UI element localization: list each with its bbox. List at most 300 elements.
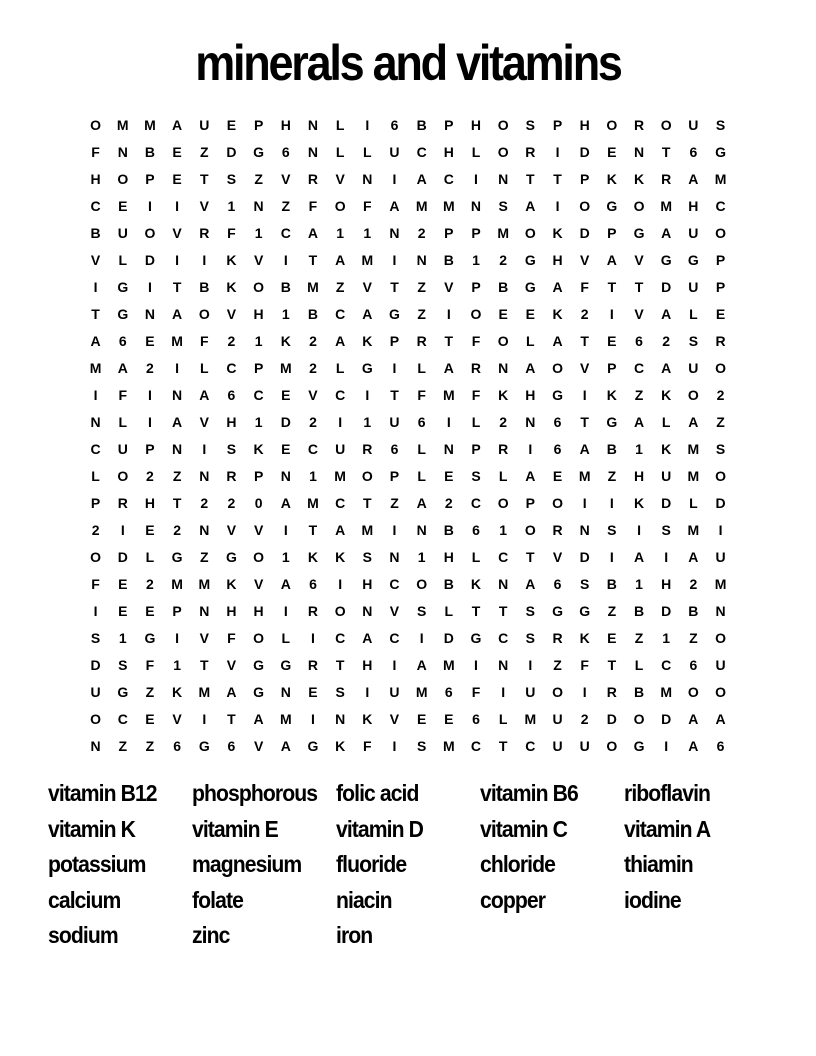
grid-row [82,706,734,733]
grid-letter: L [471,414,481,430]
grid-letter: 0 [254,495,263,511]
grid-letter: V [335,171,345,187]
word-list [48,776,768,954]
grid-letter: A [552,279,563,295]
grid-letter: H [362,576,373,592]
grid-letter: O [524,225,536,241]
grid-letter: N [579,522,590,538]
grid-letter: V [226,306,237,322]
grid-letter: B [498,279,509,295]
grid-letter: 1 [662,630,671,646]
grid-letter: K [633,495,645,511]
grid-letter: U [525,684,536,700]
grid-letter: F [580,279,589,295]
grid-letter: M [442,657,455,673]
grid-letter: G [198,738,210,754]
grid-letter: U [552,738,563,754]
grid-letter: P [607,225,617,241]
grid-letter: S [525,630,535,646]
grid-letter: A [280,738,291,754]
grid-letter: U [688,117,699,133]
word-list-item: thiamin [624,851,693,877]
grid-letter: N [144,306,155,322]
grid-letter: A [389,198,400,214]
grid-letter: V [253,252,264,268]
grid-letter: K [470,576,482,592]
grid-letter: T [634,279,644,295]
grid-letter: A [579,441,590,457]
grid-letter: 6 [390,441,399,457]
grid-letter: M [279,711,292,727]
grid-letter: 6 [444,684,453,700]
grid-letter: D [144,252,155,268]
grid-letter: I [93,279,98,295]
grid-letter: V [226,522,237,538]
grid-letter: C [307,441,319,457]
grid-letter: B [416,117,427,133]
grid-letter: C [661,657,672,673]
grid-letter: I [147,198,152,214]
grid-letter: D [226,144,237,160]
grid-letter: A [633,414,645,430]
grid-letter: Z [417,306,426,322]
grid-letter: G [171,549,183,565]
grid-letter: 2 [499,414,508,430]
grid-letter: M [198,576,211,592]
grid-row [82,301,734,328]
grid-letter: L [335,360,345,376]
grid-letter: B [90,225,101,241]
grid-letter: L [661,414,671,430]
grid-letter: P [253,468,264,484]
grid-letter: Z [634,387,644,403]
grid-letter: H [226,603,237,619]
grid-letter: G [389,306,400,322]
grid-letter: P [552,117,563,133]
grid-letter: F [417,387,426,403]
grid-letter: A [362,306,373,322]
grid-letter: F [471,387,481,403]
grid-letter: P [253,117,264,133]
grid-letter: A [172,306,183,322]
grid-letter: G [117,306,129,322]
grid-letter: I [555,144,560,160]
grid-row [82,571,734,598]
grid-letter: K [552,225,563,241]
grid-letter: N [307,117,319,133]
grid-letter: A [688,171,699,187]
grid-letter: R [307,603,319,619]
grid-letter: L [417,441,426,457]
grid-letter: N [470,198,482,214]
grid-letter: 6 [417,414,426,430]
grid-letter: N [389,225,400,241]
grid-letter: R [606,684,617,700]
grid-letter: G [253,144,265,160]
grid-letter: Z [199,549,209,565]
grid-letter: G [117,684,129,700]
grid-letter: K [335,549,346,565]
grid-letter: M [415,684,428,700]
grid-letter: E [118,198,128,214]
grid-letter: C [253,387,264,403]
grid-letter: O [253,279,265,295]
grid-letter: O [361,468,373,484]
grid-letter: M [361,522,374,538]
grid-letter: I [582,495,587,511]
grid-letter: S [525,603,535,619]
grid-letter: D [661,711,672,727]
grid-letter: E [607,630,617,646]
grid-letter: I [637,522,641,538]
grid-letter: 2 [146,468,154,484]
grid-letter: 2 [662,333,671,349]
grid-letter: A [688,549,699,565]
word-list-item: copper [480,886,546,913]
grid-letter: Z [254,171,263,187]
grid-letter: I [582,684,587,700]
grid-letter: N [199,603,210,619]
grid-letter: K [579,630,590,646]
grid-letter: A [688,414,699,430]
grid-letter: G [606,414,618,430]
grid-letter: T [661,144,671,160]
grid-letter: U [552,711,563,727]
grid-letter: I [446,306,451,322]
grid-letter: I [664,738,669,754]
grid-letter: P [525,495,535,511]
word-list-item: fluoride [336,851,407,877]
grid-letter: M [334,468,346,484]
grid-letter: T [172,279,182,295]
grid-letter: M [442,198,455,214]
grid-letter: Z [607,468,617,484]
grid-letter: K [498,387,509,403]
grid-letter: 2 [309,360,317,376]
grid-letter: H [253,603,264,619]
grid-letter: N [172,441,183,457]
grid-letter: 1 [472,252,480,268]
grid-letter: U [117,225,128,241]
grid-letter: M [279,360,292,376]
grid-letter: I [311,711,315,727]
grid-letter: M [307,495,319,511]
grid-letter: R [362,441,373,457]
grid-letter: T [308,522,318,538]
grid-letter: A [443,360,454,376]
grid-letter: V [199,198,209,214]
grid-letter: A [307,225,319,241]
word-list-item: vitamin E [192,815,278,842]
grid-letter: O [90,117,102,133]
grid-letter: P [471,225,481,241]
grid-letter: Z [335,279,345,295]
grid-letter: K [280,333,291,349]
grid-letter: L [634,657,644,673]
grid-letter: M [171,576,183,592]
grid-letter: N [443,441,454,457]
grid-letter: S [335,684,345,700]
grid-letter: F [145,657,155,673]
grid-letter: S [688,333,699,349]
grid-letter: 2 [173,522,181,538]
grid-letter: G [361,360,373,376]
grid-letter: T [390,279,399,295]
grid-letter: C [335,630,346,646]
grid-letter: C [498,630,509,646]
grid-letter: N [199,522,210,538]
word-list-item: folate [192,886,243,913]
grid-letter: O [334,198,346,214]
grid-letter: U [661,468,672,484]
grid-letter: L [417,468,426,484]
grid-letter: Z [689,630,698,646]
grid-letter: C [335,387,346,403]
grid-letter: I [338,576,343,592]
grid-letter: I [501,684,506,700]
grid-letter: G [687,252,699,268]
grid-letter: D [90,657,101,673]
grid-letter: G [633,738,645,754]
grid-letter: B [307,306,319,322]
grid-letter: G [470,630,482,646]
grid-letter: K [362,333,373,349]
grid-letter: S [715,441,726,457]
grid-letter: O [198,306,210,322]
grid-letter: C [416,144,427,160]
grid-letter: V [199,414,209,430]
grid-letter: E [552,468,563,484]
grid-letter: 6 [281,144,290,160]
grid-letter: 2 [91,522,100,538]
grid-letter: G [280,657,292,673]
grid-letter: P [145,441,155,457]
grid-letter: 6 [553,576,562,592]
grid-letter: M [714,171,727,187]
grid-letter: Z [634,630,644,646]
word-list-item: magnesium [192,851,302,877]
grid-letter: G [253,657,265,673]
grid-letter: B [443,252,454,268]
grid-letter: I [147,414,152,430]
grid-letter: V [580,360,590,376]
grid-letter: E [525,306,535,322]
grid-letter: B [443,522,454,538]
grid-letter: E [444,468,454,484]
grid-letter: 1 [254,225,263,241]
grid-letter: O [497,495,509,511]
grid-letter: O [552,684,563,700]
grid-letter: N [715,603,726,619]
grid-letter: G [117,279,129,295]
grid-letter: O [416,576,428,592]
grid-letter: K [606,387,617,403]
grid-letter: N [633,144,645,160]
grid-row [82,490,734,517]
grid-letter: B [199,279,210,295]
grid-letter: V [444,279,454,295]
word-list-item: vitamin D [336,815,423,842]
grid-row [82,274,734,301]
grid-letter: D [443,630,454,646]
grid-letter: L [417,360,426,376]
grid-letter: 2 [309,414,317,430]
grid-letter: F [227,630,236,646]
grid-letter: P [444,117,454,133]
grid-letter: 2 [444,495,453,511]
grid-letter: I [175,252,180,268]
grid-letter: E [498,306,508,322]
grid-letter: U [715,549,726,565]
grid-letter: P [145,171,155,187]
grid-letter: M [89,360,102,376]
grid-letter: 6 [553,414,562,430]
word-list-item: phosphorous [192,780,318,806]
grid-letter: N [90,738,101,754]
grid-letter: 2 [200,495,209,511]
grid-letter: L [199,360,209,376]
grid-letter: N [416,252,427,268]
grid-letter: G [144,630,156,646]
grid-letter: 6 [689,657,698,673]
grid-letter: I [175,630,180,646]
grid-letter: S [471,468,481,484]
grid-letter: O [715,360,726,376]
grid-letter: H [90,171,101,187]
grid-letter: M [307,279,319,295]
grid-letter: N [498,576,509,592]
grid-letter: 2 [146,360,154,376]
grid-letter: I [392,171,397,187]
grid-letter: T [526,549,535,565]
word-list-item: zinc [192,922,230,948]
grid-letter: 1 [363,414,372,430]
grid-letter: U [117,441,128,457]
grid-letter: O [117,171,129,187]
grid-letter: G [307,738,319,754]
grid-letter: V [281,171,291,187]
grid-letter: N [498,360,509,376]
grid-letter: O [552,495,563,511]
grid-letter: D [661,279,672,295]
grid-letter: T [607,279,617,295]
grid-letter: I [609,495,614,511]
grid-letter: I [338,414,343,430]
grid-letter: 6 [227,738,236,754]
grid-letter: K [661,441,672,457]
grid-letter: 6 [635,333,643,349]
grid-letter: 2 [227,333,236,349]
grid-letter: L [526,333,535,349]
grid-letter: 1 [363,225,372,241]
grid-letter: U [335,441,346,457]
grid-letter: A [525,576,536,592]
grid-letter: S [580,576,590,592]
grid-letter: L [335,117,345,133]
grid-letter: O [470,306,482,322]
grid-row [82,193,734,220]
grid-letter: I [93,603,98,619]
grid-letter: G [606,198,618,214]
grid-letter: H [443,549,454,565]
grid-letter: D [661,495,672,511]
grid-letter: N [362,171,373,187]
grid-letter: R [117,495,128,511]
grid-letter: M [415,198,428,214]
grid-letter: O [660,117,672,133]
grid-letter: C [90,441,101,457]
grid-letter: C [280,225,291,241]
word-list-item: vitamin C [480,815,567,842]
grid-letter: I [202,441,207,457]
word-list-item: calcium [48,886,121,913]
grid-letter: I [365,117,370,133]
grid-letter: 1 [227,198,236,214]
grid-letter: S [226,171,237,187]
grid-letter: A [525,468,536,484]
grid-letter: V [226,657,237,673]
grid-letter: A [117,360,128,376]
grid-letter: 2 [689,576,698,592]
grid-letter: U [199,117,210,133]
grid-letter: O [687,684,699,700]
grid-letter: O [715,225,726,241]
grid-letter: O [633,198,645,214]
grid-letter: G [253,684,265,700]
grid-letter: P [389,333,400,349]
grid-letter: T [308,252,318,268]
grid-row [82,382,734,409]
grid-letter: 2 [146,576,154,592]
grid-letter: V [253,738,264,754]
grid-letter: U [389,414,400,430]
grid-letter: N [416,522,427,538]
grid-letter: G [660,252,672,268]
grid-letter: H [552,252,563,268]
grid-letter: T [227,711,236,727]
grid-letter: O [497,144,509,160]
grid-letter: O [90,711,102,727]
grid-letter: 1 [499,522,508,538]
grid-letter: 6 [309,576,317,592]
grid-letter: A [715,711,726,727]
grid-letter: I [392,360,397,376]
grid-letter: R [307,171,319,187]
grid-letter: U [688,225,699,241]
grid-letter: N [117,144,128,160]
grid-letter: C [715,198,726,214]
grid-letter: M [578,468,591,484]
grid-letter: E [607,333,617,349]
grid-letter: C [498,549,509,565]
grid-letter: A [633,549,645,565]
grid-letter: H [226,414,237,430]
grid-letter: N [307,144,319,160]
grid-letter: M [524,711,537,727]
grid-letter: D [579,144,590,160]
grid-letter: C [470,738,482,754]
grid-letter: A [280,576,291,592]
grid-letter: I [528,441,533,457]
grid-letter: Z [553,657,562,673]
grid-letter: F [363,198,372,214]
grid-letter: S [416,603,427,619]
word-search-grid [82,112,734,760]
grid-letter: H [579,117,590,133]
grid-letter: O [633,711,645,727]
grid-letter: U [389,684,400,700]
grid-letter: C [117,711,128,727]
